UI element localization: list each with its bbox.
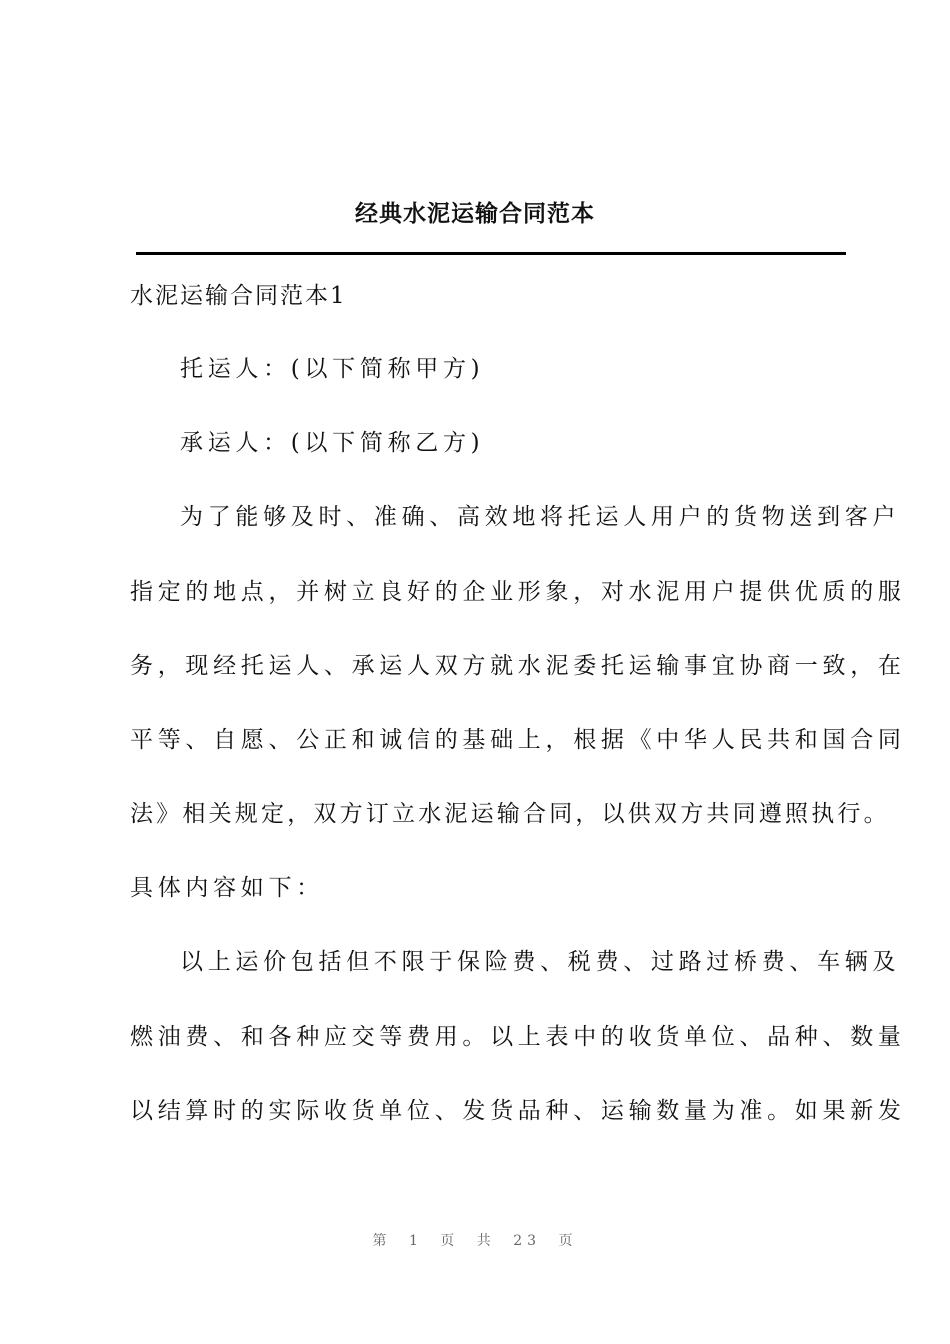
paragraph-line: 具体内容如下： [130,875,324,901]
paragraph-line: 托运人：(以下简称甲方) [180,356,485,382]
page-number-footer: 第 1 页 共 23 页 [372,1233,578,1249]
title-divider [136,252,846,255]
paragraph-line: 以上运价包括但不限于保险费、税费、过路过桥费、车辆及 [180,949,901,975]
paragraph-line: 务，现经托运人、承运人双方就水泥委托运输事宜协商一致，在 [130,653,906,679]
paragraph-line: 为了能够及时、准确、高效地将托运人用户的货物送到客户 [180,504,901,530]
paragraph-line: 平等、自愿、公正和诚信的基础上，根据《中华人民共和国合同 [130,727,906,753]
paragraph-line: 法》相关规定，双方订立水泥运输合同，以供双方共同遵照执行。 [130,801,890,827]
section-heading: 水泥运输合同范本1 [130,283,347,309]
paragraph-line: 承运人：(以下简称乙方) [180,430,485,456]
paragraph-line: 燃油费、和各种应交等费用。以上表中的收货单位、品种、数量 [130,1024,906,1050]
paragraph-line: 以结算时的实际收货单位、发货品种、运输数量为准。如果新发 [130,1098,906,1124]
page-title: 经典水泥运输合同范本 [355,200,595,227]
paragraph-line: 指定的地点，并树立良好的企业形象，对水泥用户提供优质的服 [130,579,906,605]
